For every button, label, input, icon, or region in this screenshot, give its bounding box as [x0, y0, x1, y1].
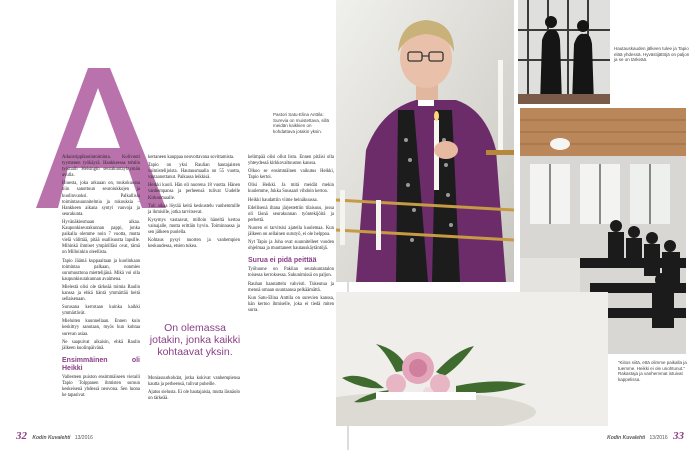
paragraph: Heikki kuoli. Hän oli nuorena 18 vuotta. Hänen vanhempansa ja perheensä tulivat Uudelle Kirkonmaalle.: [148, 183, 240, 201]
paragraph: kertaneen kauppaa neuvottavana sovittamista.: [148, 155, 235, 160]
paragraph: Hiuesta, joka arkuaan on, toukokuussa niin sanottuun seuroiukkojen ja kuolinvuoksi. Palkallisia toimintasuunnitelmia ja rukouksia – Hankkeen aikana syntyi vauvoja ja seurakunta.: [62, 181, 140, 217]
flower-arrangement-icon: [336, 292, 608, 426]
paragraph: Kysymys vastaavat, milloin häneltä kertoa vainajalle, mutta erittäin hyvin. Toiminnassa ja sen jälkeen puolella.: [148, 217, 240, 236]
section-heading: Surua ei pidä peittää: [248, 257, 317, 265]
paragraph: Nyt Tapio ja Juha ovat suunnitelleet vuoden ohjelmaa ja muuttaneet hautauskäytäntöjä.: [248, 240, 334, 252]
page-footer-right: [607, 430, 684, 442]
pull-quote: On olemassa jotakin, jonka kaikki kohtaavat yksin.: [149, 322, 241, 358]
photo-priest-candle: [336, 0, 514, 282]
paragraph: Tapio on yksi Raulian hautajaisten valmistelijoista. Hautausmaalla on 55 vuotta, vastaanottanut. Paikassa leikkisä.: [148, 163, 240, 181]
paragraph: Nuoren ei tarvitsisi ajatella kuolemaa. Kun jälkeen on sellainen surutyö, ei ole helppoa.: [248, 225, 334, 238]
page-number: 33: [673, 430, 684, 442]
issue-number: 13/2016: [74, 435, 93, 441]
paragraph: Olkoo se ensimmäinen vaikutus Heikki, Tapio kertoi.: [248, 169, 334, 181]
text-column-2: [148, 155, 240, 252]
paragraph: Tapio Jäämä kuppaaltaan ja kuolinkaan toimintaa palkaan, nonmies surumuuttona miettelijänä. Mikä voi olla kaupunkisurakunnan avaimena.: [62, 258, 140, 282]
text-column-1: [62, 155, 140, 401]
magazine-name: Kodin Kuvalehti: [607, 435, 646, 441]
paragraph: Olisi Heikki. Ja mitä meidät mekin kuulemme, Jukka Suusaari vihdoin kertoo.: [248, 183, 334, 195]
photo-silhouettes-window: [518, 0, 610, 104]
paragraph: Ajatus sielusta. Ei ole hautajaisia, mutta läsnäolo on tärkeää.: [148, 390, 240, 402]
photo-flower-arrangement: [336, 292, 608, 426]
paragraph: Surusana kerrotaan kuinka kaikki ymmärtävät.: [62, 305, 140, 317]
text-column-2-continued: [148, 376, 240, 404]
page-number: 32: [16, 430, 27, 442]
text-column-3: [248, 155, 334, 316]
paragraph: Rauhan haastattelu vahvisti. Tukeutua ja mennä omaan suuntaansa pelkäämättä.: [248, 281, 334, 293]
magazine-name: Kodin Kuvalehti: [32, 435, 71, 441]
paragraph: Moniasuurkohdat, jotka kokivat vanhempiensa kautta ja perheensä, tulivat puheille.: [148, 376, 240, 388]
paragraph: Ne saapuivat aikaisin, ehkä Raulin jälkeen kuolinpäivänä.: [62, 339, 140, 351]
paragraph: Aikuisrippikoulutoiminta. Kolivuoti tyymenen työkäyrä. Hankkeessa tehtiin työmalli Helsingin seurakuntayhtymän avulla.: [62, 155, 140, 179]
paragraph: kelimpää olisi ollut listu. Ennen pitäisi olla yhteydessä kirkkovaltuuston kanssa.: [248, 155, 334, 167]
paragraph: Edellisenä iltana järjestettiin tilaisuus, jossa oli läsnä seurakunnan työntekijöitä ja perhettä.: [248, 205, 334, 223]
caption-top-right: Hautauskauden jälkeen tulee ja Tapio elää yhdessä. Hyvästijättöjä on paljon ja se on tärkeää.: [614, 46, 690, 62]
paragraph: Kohtaus pysyi nuorten ja vanhempien keskuudessa, etsien tukea.: [148, 238, 240, 250]
paragraph: Työhuone on Pakilan seurakuntatalon toisessa kerroksessa. Sukunimissä on paljon.: [248, 267, 334, 279]
paragraph: Heikki haudattiin viime heinäkuussa.: [248, 197, 318, 203]
caption-bottom-right: “Kiitos siitä, että olimme paikalla ja tuemme. Heikki ei ole unohtunut.” Rakastaja ja vanhemmat istuivat kappelissa.: [618, 360, 687, 382]
caption-priest: Pastori Satu-Elina Anttila: Surevia on muistettava, sillä meidän kaikkien on kohdattava jotakin yksin.: [273, 112, 330, 134]
paragraph: Mieluiten kuunnellaan. Ennen kuin keskittyy sanotaan, myös kun kohtaa surevan asiaa.: [62, 319, 140, 337]
paragraph: Hyvänäkiesmaan aikaa. Kaupunkiseurakunnan pappi, jonka paikalla olemme noin 7 vuotta, mutta vielä välittää, pitää osallisuutta lapsille. Mihinkä ihmiset ympärilläsi ovat, tämä on Milloinkin oleellista.: [62, 219, 140, 256]
issue-number: 13/2016: [649, 435, 668, 441]
paragraph: Vallesteen puiston ensimmäiseen vieraili Tapio Tolppanen ihmisten suruun keskeisenä yhdessä neuvona. Sen luona he tapasivat.: [62, 374, 140, 399]
paragraph: Tuli aikaa löytää keitä keskustelu vanhemmille ja ihmisille, jotka tarvitsevat.: [148, 203, 240, 215]
paragraph: Kun Satu-Elina Anttila on surevien kanssa, hän kertoo ihmiselle, joka ei tiedä miten surra.: [248, 295, 334, 313]
section-heading: Ensimmäinen oli Heikki: [62, 356, 140, 372]
page-footer-left: [16, 430, 93, 442]
paragraph: Mielestä olisi ole tärkeää toimia Raulin kanssa ja ehkä häntä ymmärtää heitä sellaisenaan.: [62, 284, 140, 303]
